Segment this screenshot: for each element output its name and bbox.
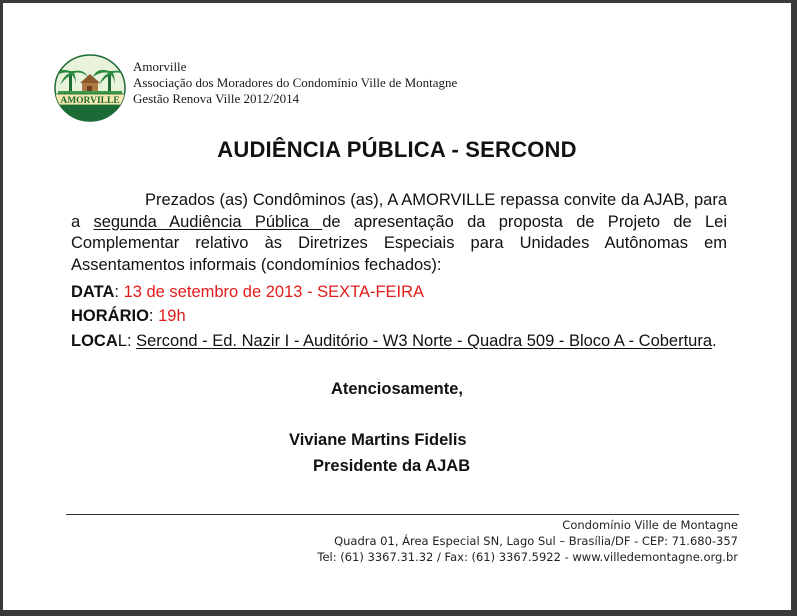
amorville-logo <box>52 53 128 123</box>
org-name: Amorville <box>133 59 187 74</box>
location-label-rest: L <box>117 332 127 350</box>
time-label: HORÁRIO <box>71 307 149 325</box>
time-line <box>71 307 186 326</box>
date-value: 13 de setembro de 2013 - SEXTA-FEIRA <box>123 283 425 301</box>
location-value: Sercond - Ed. Nazir I - Auditório - W3 Norte - Quadra 509 - Bloco A - Cobertura <box>136 332 713 350</box>
logo-emblem-icon <box>52 53 128 123</box>
org-full-name: Associação dos Moradores do Condomínio Ville de Montagne <box>133 75 458 90</box>
management-term: Gestão Renova Ville 2012/2014 <box>133 91 300 106</box>
footer-line-2: Quadra 01, Área Especial SN, Lago Sul – Brasília/DF - CEP: 71.680-357 <box>334 534 738 548</box>
date-colon: : <box>114 283 124 301</box>
location-line <box>71 330 727 353</box>
document-page <box>3 3 791 610</box>
time-colon: : <box>148 307 159 325</box>
intro-underlined: segunda Audiência Pública <box>93 212 323 231</box>
footer-line-1: Condomínio Ville de Montagne <box>562 518 738 532</box>
location-colon: : <box>126 332 137 350</box>
svg-text:AMORVILLE: AMORVILLE <box>60 96 120 106</box>
intro-paragraph <box>71 190 727 276</box>
intro-text-2: de apresentação da proposta de Projeto de Lei Complementar relativo às Diretrizes Especiais para Unidades Autônomas em Assentamentos informais (condomínios fechados): <box>71 212 727 274</box>
location-label: LOCA <box>71 332 118 350</box>
date-line <box>71 283 424 302</box>
document-title: AUDIÊNCIA PÚBLICA - SERCOND <box>217 137 577 162</box>
salutation: Atenciosamente, <box>330 380 464 398</box>
intro-text-1: Prezados (as) Condôminos (as), A AMORVILLE repassa convite da AJAB, para a <box>71 191 727 231</box>
footer-address <box>317 517 738 565</box>
signer-title: Presidente da AJAB <box>313 457 471 475</box>
footer-line-3: Tel: (61) 3367.31.32 / Fax: (61) 3367.5922 - www.villedemontagne.org.br <box>317 550 738 564</box>
footer-divider <box>66 514 739 515</box>
signer-name: Viviane Martins Fidelis <box>289 431 467 449</box>
letterhead <box>133 59 457 107</box>
date-label: DATA <box>71 283 115 301</box>
location-end: . <box>712 332 717 350</box>
time-value: 19h <box>158 307 186 325</box>
